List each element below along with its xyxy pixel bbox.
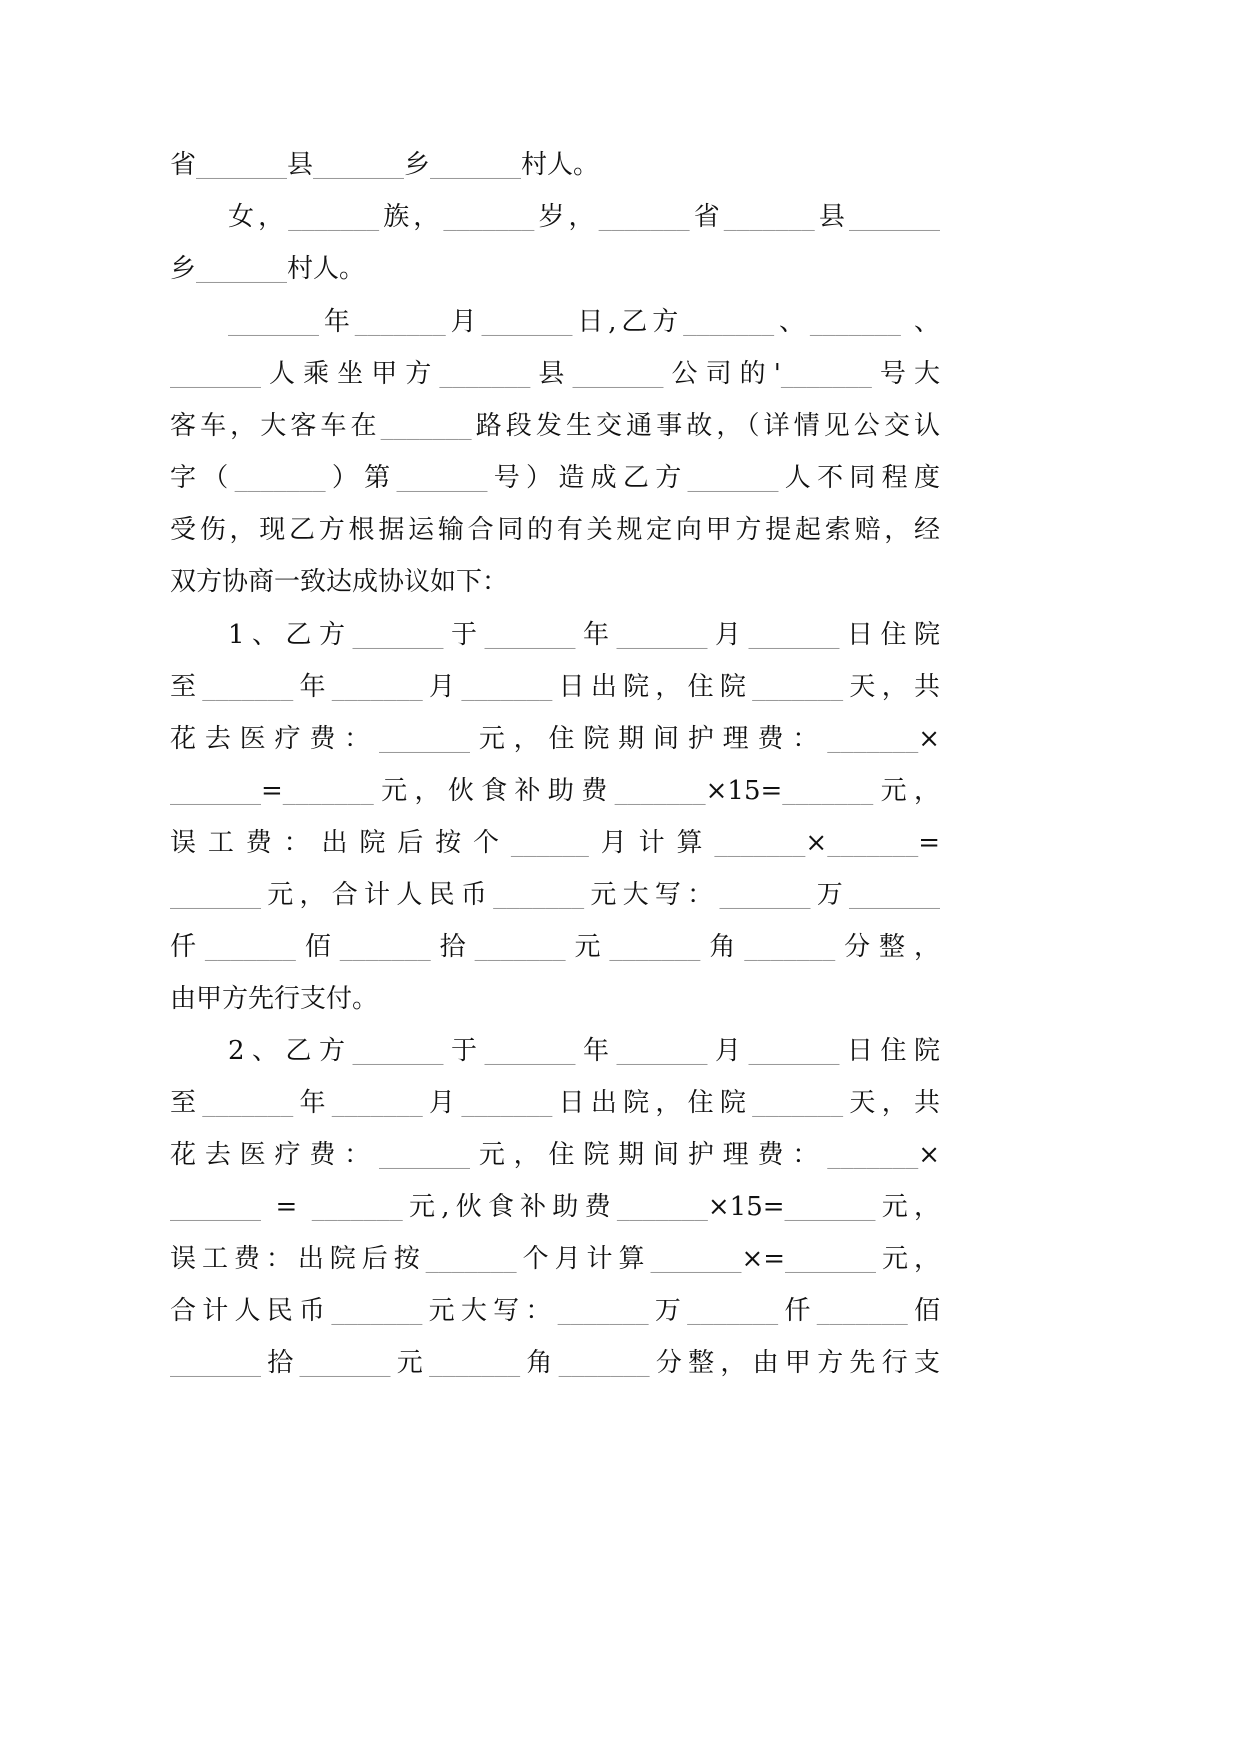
text-line: 字（_______）第_______号）造成乙方_______人不同程度: [170, 463, 940, 493]
fill-in-blank: _______: [474, 932, 566, 962]
fill-in-blank: _______: [429, 1348, 521, 1378]
fill-in-blank: _______: [687, 463, 779, 493]
fill-in-blank: _______: [748, 1036, 840, 1066]
fill-in-blank: _______: [785, 1244, 877, 1274]
fill-in-blank: _______: [714, 828, 806, 858]
clause-1-line: 1、乙方_______于_______年_______月_______日住院: [228, 620, 940, 650]
fill-in-blank: _______: [288, 202, 380, 232]
fill-in-blank: _______: [614, 776, 706, 806]
fill-in-blank: _______: [616, 620, 708, 650]
text-line: 至_______年_______月_______日出院，住院_______天，共: [170, 1088, 940, 1118]
fill-in-blank: _______: [572, 359, 664, 389]
text-line: 至_______年_______月_______日出院，住院_______天，共: [170, 672, 940, 702]
fill-in-blank: _______: [196, 150, 288, 180]
fill-in-blank: _______: [331, 1088, 423, 1118]
text-line: _______人乘坐甲方_______县_______公司的'_______号大: [170, 359, 940, 389]
text-line: 误工费：出院后按_______个月计算_______×=_______元，: [170, 1244, 940, 1274]
fill-in-blank: _______: [848, 202, 940, 232]
fill-in-blank: _______: [170, 1348, 261, 1378]
fill-in-blank: _______: [650, 1244, 742, 1274]
fill-in-blank: _______: [609, 932, 701, 962]
text-line: _______年_______月_______日,乙方_______、_______ 、: [228, 307, 940, 337]
text-line: 女，_______族，_______岁，_______省_______县_______: [228, 202, 940, 232]
fill-in-blank: _______: [202, 1088, 294, 1118]
text-line: _______拾_______元_______角_______分整，由甲方先行支: [170, 1348, 940, 1378]
fill-in-blank: _______: [752, 672, 844, 702]
fill-in-blank: _______: [379, 724, 471, 754]
fill-in-blank: _______: [228, 307, 319, 337]
fill-in-blank: _______: [170, 1192, 261, 1222]
fill-in-blank: _______: [558, 1348, 650, 1378]
fill-in-blank: _______: [282, 776, 374, 806]
fill-in-blank: _______: [443, 202, 535, 232]
fill-in-blank: _______: [380, 411, 472, 441]
fill-in-blank: _______: [170, 359, 261, 389]
text-line: 双方协商一致达成协议如下：: [170, 567, 509, 597]
fill-in-blank: _______: [313, 150, 405, 180]
fill-in-blank: _______: [234, 463, 326, 493]
fill-in-blank: _______: [616, 1192, 708, 1222]
fill-in-blank: _______: [202, 672, 294, 702]
text-line: 省_______县_______乡_______村人。: [170, 150, 600, 180]
text-line: 受伤，现乙方根据运输合同的有关规定向甲方提起索赔，经: [170, 515, 940, 545]
fill-in-blank: _______: [331, 1296, 423, 1326]
fill-in-blank: _______: [170, 776, 261, 806]
fill-in-blank: _______: [299, 1348, 391, 1378]
fill-in-blank: _______: [352, 620, 444, 650]
fill-in-blank: _______: [196, 254, 288, 284]
fill-in-blank: _______: [430, 150, 522, 180]
text-line: 合计人民币_______元大写：_______万_______仟_______佰: [170, 1296, 940, 1326]
fill-in-blank: ______: [510, 828, 589, 858]
fill-in-blank: _______: [752, 1088, 844, 1118]
fill-in-blank: _______: [352, 1036, 444, 1066]
fill-in-blank: _______: [848, 880, 940, 910]
fill-in-blank: _______: [170, 880, 261, 910]
fill-in-blank: _______: [484, 1036, 576, 1066]
fill-in-blank: _______: [339, 932, 431, 962]
text-line: _______ = _______元,伙食补助费_______×15=_______元，: [170, 1192, 940, 1222]
fill-in-blank: _______: [461, 1088, 553, 1118]
fill-in-blank: _______: [331, 672, 423, 702]
fill-in-blank: _______: [809, 307, 901, 337]
fill-in-blank: _______: [493, 880, 585, 910]
fill-in-blank: _______: [598, 202, 690, 232]
fill-in-blank: _______: [816, 1296, 908, 1326]
fill-in-blank: _______: [723, 202, 815, 232]
fill-in-blank: _______: [311, 1192, 403, 1222]
fill-in-blank: _______: [354, 307, 446, 337]
fill-in-blank: _______: [827, 724, 919, 754]
fill-in-blank: _______: [683, 307, 775, 337]
text-line: 由甲方先行支付。: [170, 984, 379, 1014]
fill-in-blank: _______: [204, 932, 296, 962]
text-line: _______元，合计人民币_______元大写：_______万_______: [170, 880, 940, 910]
fill-in-blank: _______: [461, 672, 553, 702]
fill-in-blank: _______: [687, 1296, 779, 1326]
text-line: 乡_______村人。: [170, 254, 366, 284]
fill-in-blank: _______: [439, 359, 531, 389]
fill-in-blank: _______: [379, 1140, 471, 1170]
fill-in-blank: _______: [744, 932, 836, 962]
fill-in-blank: _______: [748, 620, 840, 650]
fill-in-blank: _______: [557, 1296, 649, 1326]
text-line: _______=_______元，伙食补助费_______×15=_______元，: [170, 776, 940, 806]
fill-in-blank: _______: [782, 776, 874, 806]
text-line: 花去医疗费：_______元，住院期间护理费：_______×: [170, 1140, 940, 1170]
clause-2-line: 2、乙方_______于_______年_______月_______日住院: [228, 1036, 940, 1066]
text-line: 客车，大客车在_______路段发生交通事故，（详情见公交认: [170, 411, 940, 441]
fill-in-blank: _______: [827, 1140, 919, 1170]
fill-in-blank: _______: [827, 828, 919, 858]
fill-in-blank: _______: [780, 359, 872, 389]
fill-in-blank: _______: [784, 1192, 876, 1222]
fill-in-blank: _______: [425, 1244, 517, 1274]
fill-in-blank: _______: [484, 620, 576, 650]
fill-in-blank: _______: [396, 463, 488, 493]
text-line: 仟_______佰_______拾_______元_______角_______分整，: [170, 932, 940, 962]
fill-in-blank: _______: [616, 1036, 708, 1066]
fill-in-blank: _______: [481, 307, 573, 337]
text-line: 花去医疗费：_______元，住院期间护理费：_______×: [170, 724, 940, 754]
fill-in-blank: _______: [719, 880, 811, 910]
text-line: 误工费：出院后按个______月计算_______×_______=: [170, 828, 940, 858]
